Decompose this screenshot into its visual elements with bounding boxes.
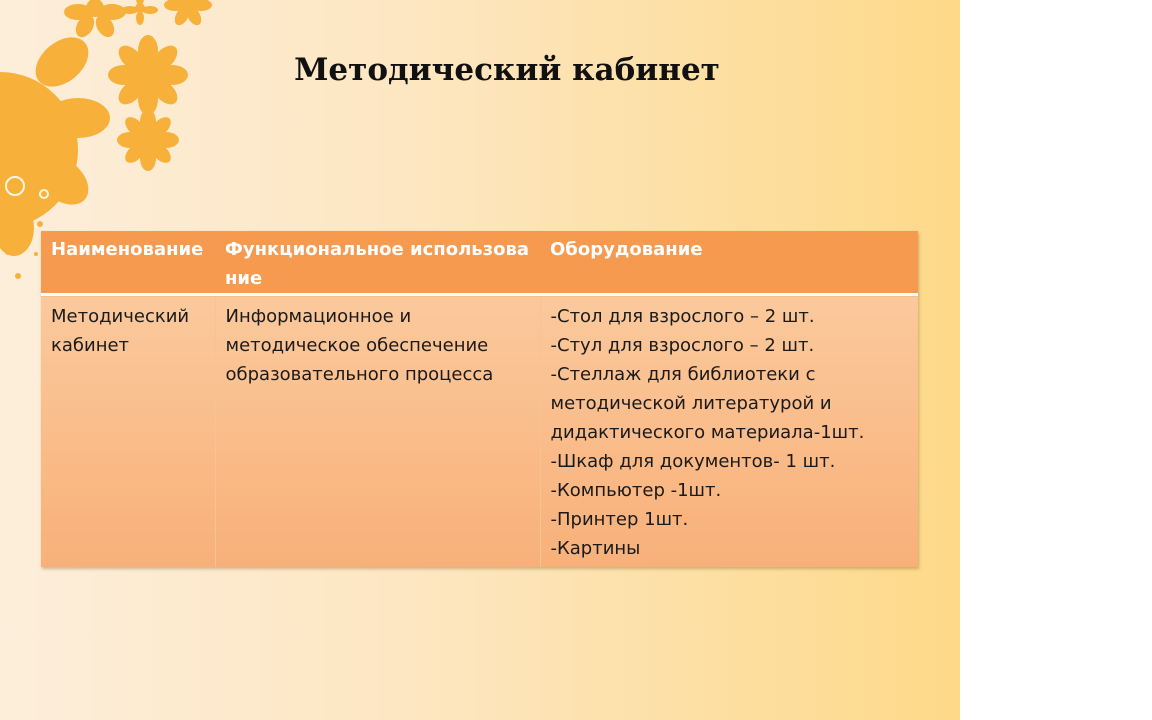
equipment-item: методической литературой и xyxy=(550,393,832,414)
equipment-item: дидактического материала-1шт. xyxy=(550,422,865,443)
header-equipment: Оборудование xyxy=(540,231,918,295)
header-function: Функциональное использование xyxy=(215,231,540,295)
slide-title: Методический кабинет xyxy=(294,52,720,88)
cell-function: Информационное и методическое обеспечение образовательного процесса xyxy=(215,295,540,568)
flower-icon xyxy=(164,0,212,28)
cell-name: Методический кабинет xyxy=(41,295,215,568)
equipment-table xyxy=(41,231,918,567)
flower-icon xyxy=(122,0,158,25)
cell-equipment xyxy=(540,295,918,568)
equipment-item: -Стеллаж для библиотеки с xyxy=(550,364,816,385)
equipment-item: -Компьютер -1шт. xyxy=(550,480,722,501)
flower-icon xyxy=(64,0,126,40)
equipment-item: -Шкаф для документов- 1 шт. xyxy=(550,451,836,472)
table-header-row xyxy=(41,231,918,295)
table-row xyxy=(41,295,918,568)
equipment-item: -Картины xyxy=(550,538,641,559)
header-name: Наименование xyxy=(41,231,215,295)
equipment-item: -Принтер 1шт. xyxy=(550,509,689,530)
equipment-item: -Стул для взрослого – 2 шт. xyxy=(550,335,815,356)
flower-icon xyxy=(117,109,179,171)
equipment-item: -Стол для взрослого – 2 шт. xyxy=(550,306,815,327)
